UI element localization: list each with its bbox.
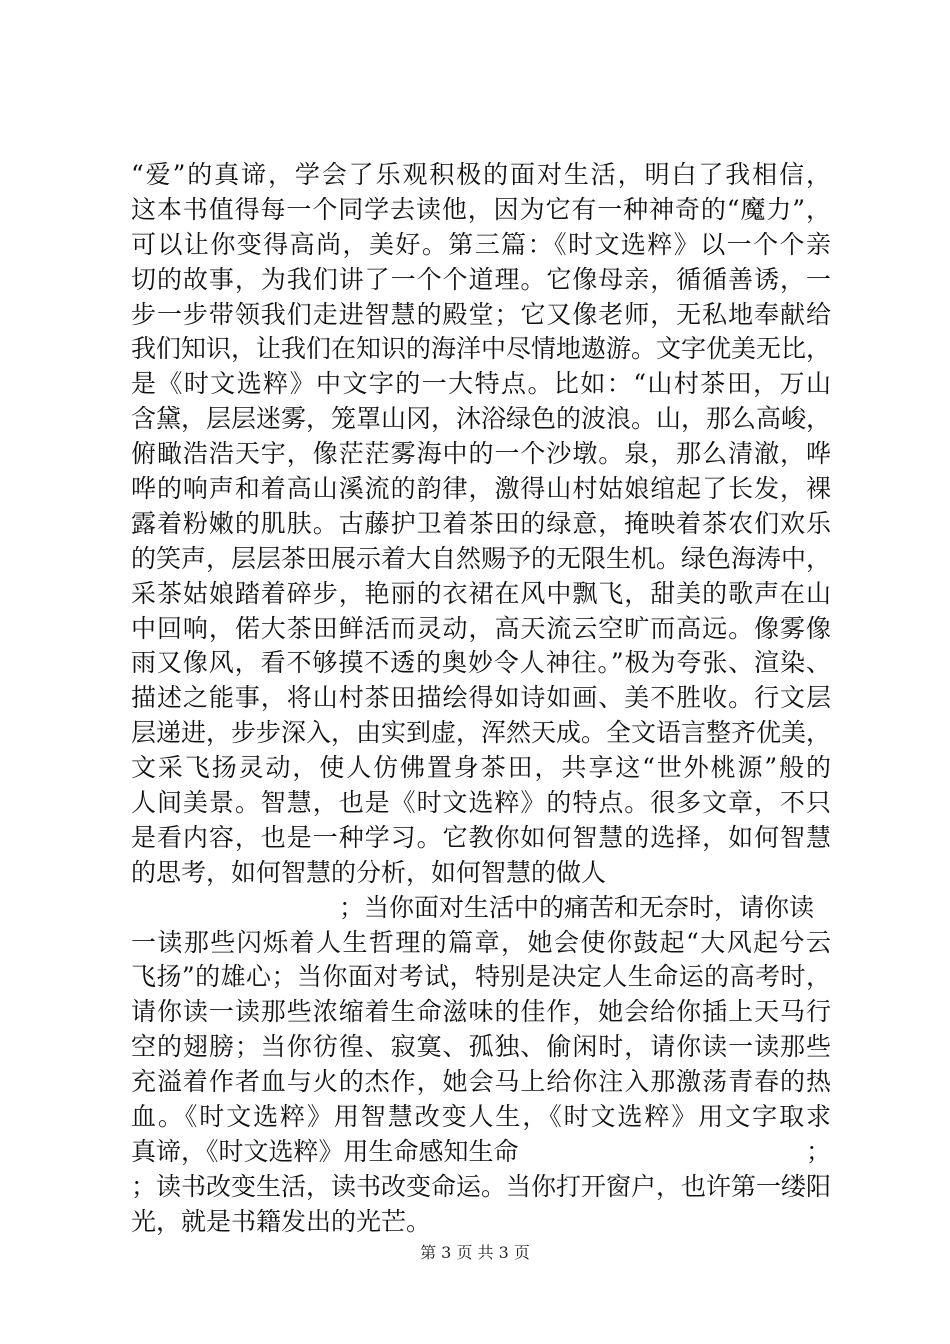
text-line: 一读那些闪烁着人生哲理的篇章，她会使你鼓起“大风起兮云 [131,927,831,957]
page-number-footer: 第 3 页 共 3 页 [420,1243,530,1262]
text-line: ；读书改变生活，读书改变命运。当你打开窗户，也许第一缕阳 [131,1171,832,1201]
text-line: 含黛，层层迷雾，笼罩山冈，沐浴绿色的波浪。山，那么高峻， [131,404,832,434]
text-line-split [131,1135,831,1170]
text-line: 采茶姑娘踏着碎步，艳丽的衣裙在风中飘飞，甜美的歌声在山 [131,578,831,608]
text-line: ；当你面对生活中的痛苦和无奈时，请你读 [339,892,815,922]
text-line: 这本书值得每一个同学去读他，因为它有一种神奇的“魔力”， [131,194,831,224]
text-line: 文采飞扬灵动，使人仿佛置身茶田，共享这“世外桃源”般的 [131,753,831,783]
text-line: 光，就是书籍发出的光芒。 [131,1206,432,1236]
text-line-left: 真谛，《时文选粹》用生命感知生命 [131,1136,519,1166]
text-line: 血。《时文选粹》用智慧改变人生，《时文选粹》用文字取求 [131,1102,831,1132]
text-line: 的笑声，层层茶田展示着大自然赐予的无限生机。绿色海涛中， [131,543,832,573]
text-line-right: ； [805,1136,831,1166]
text-line: 是看内容，也是一种学习。它教你如何智慧的选择，如何智慧 [131,822,831,852]
text-line: 雨又像风，看不够摸不透的奥妙令人神往。”极为夸张、渲染、 [131,648,831,678]
text-line: 步一步带领我们走进智慧的殿堂；它又像老师，无私地奉献给 [131,299,831,329]
text-line: 可以让你变得高尚，美好。第三篇：《时文选粹》以一个个亲 [131,229,831,259]
text-line: 请你读一读那些浓缩着生命滋味的佳作，她会给你插上天马行 [131,997,831,1027]
text-line: 是《时文选粹》中文字的一大特点。比如：“山村茶田，万山 [131,369,831,399]
text-line: 描述之能事，将山村茶田描绘得如诗如画、美不胜收。行文层 [131,683,831,713]
text-line: 中回响，偌大茶田鲜活而灵动，高天流云空旷而高远。像雾像 [131,613,831,643]
text-line: 切的故事，为我们讲了一个个道理。它像母亲，循循善诱，一 [131,264,831,294]
text-line: 露着粉嫩的肌肤。古藤护卫着茶田的绿意，掩映着茶农们欢乐 [131,508,831,538]
text-line: “爱”的真谛，学会了乐观积极的面对生活，明白了我相信， [131,160,831,189]
text-line: 层递进，步步深入，由实到虚，浑然天成。全文语言整齐优美， [131,718,832,748]
text-line: 人间美景。智慧，也是《时文选粹》的特点。很多文章，不只 [131,788,831,818]
text-line: 俯瞰浩浩天宇，像茫茫雾海中的一个沙墩。泉，那么清澈，哗 [131,439,831,469]
text-line: 充溢着作者血与火的杰作，她会马上给你注入那激荡青春的热 [131,1067,831,1097]
body-text [131,158,831,1240]
text-line: 的思考，如何智慧的分析，如何智慧的做人 [131,857,607,887]
text-line: 飞扬”的雄心；当你面对考试，特别是决定人生命运的高考时， [131,962,831,992]
text-line: 我们知识，让我们在知识的海洋中尽情地遨游。文字优美无比， [131,334,832,364]
text-line: 哗的响声和着高山溪流的韵律，激得山村姑娘绾起了长发，裸 [131,474,831,504]
text-line: 空的翅膀；当你彷徨、寂寞、孤独、偷闲时，请你读一读那些 [131,1032,831,1062]
